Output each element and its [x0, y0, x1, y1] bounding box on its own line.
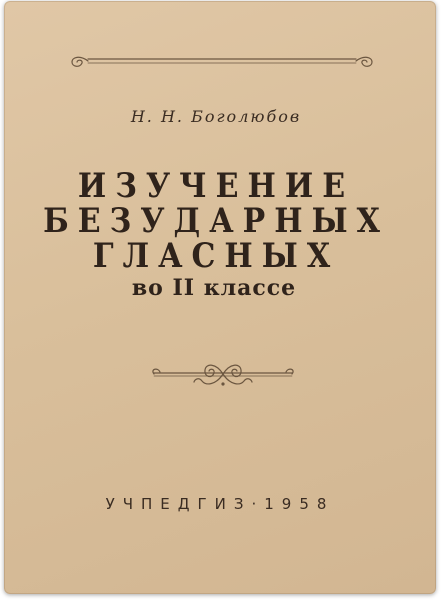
book-cover [4, 1, 436, 594]
subtitle: во II классе [131, 275, 297, 301]
title-line-1: ИЗУЧЕНИЕ [77, 166, 355, 207]
center-ornament [150, 359, 296, 389]
author-name: Н. Н. Боголюбов [130, 107, 302, 126]
title-line-3: ГЛАСНЫХ [92, 236, 340, 277]
title-line-2: БЕЗУДАРНЫХ [43, 201, 389, 242]
publisher-year: УЧПЕДГИЗ·1958 [105, 495, 335, 513]
top-ornament-rule [66, 53, 378, 71]
